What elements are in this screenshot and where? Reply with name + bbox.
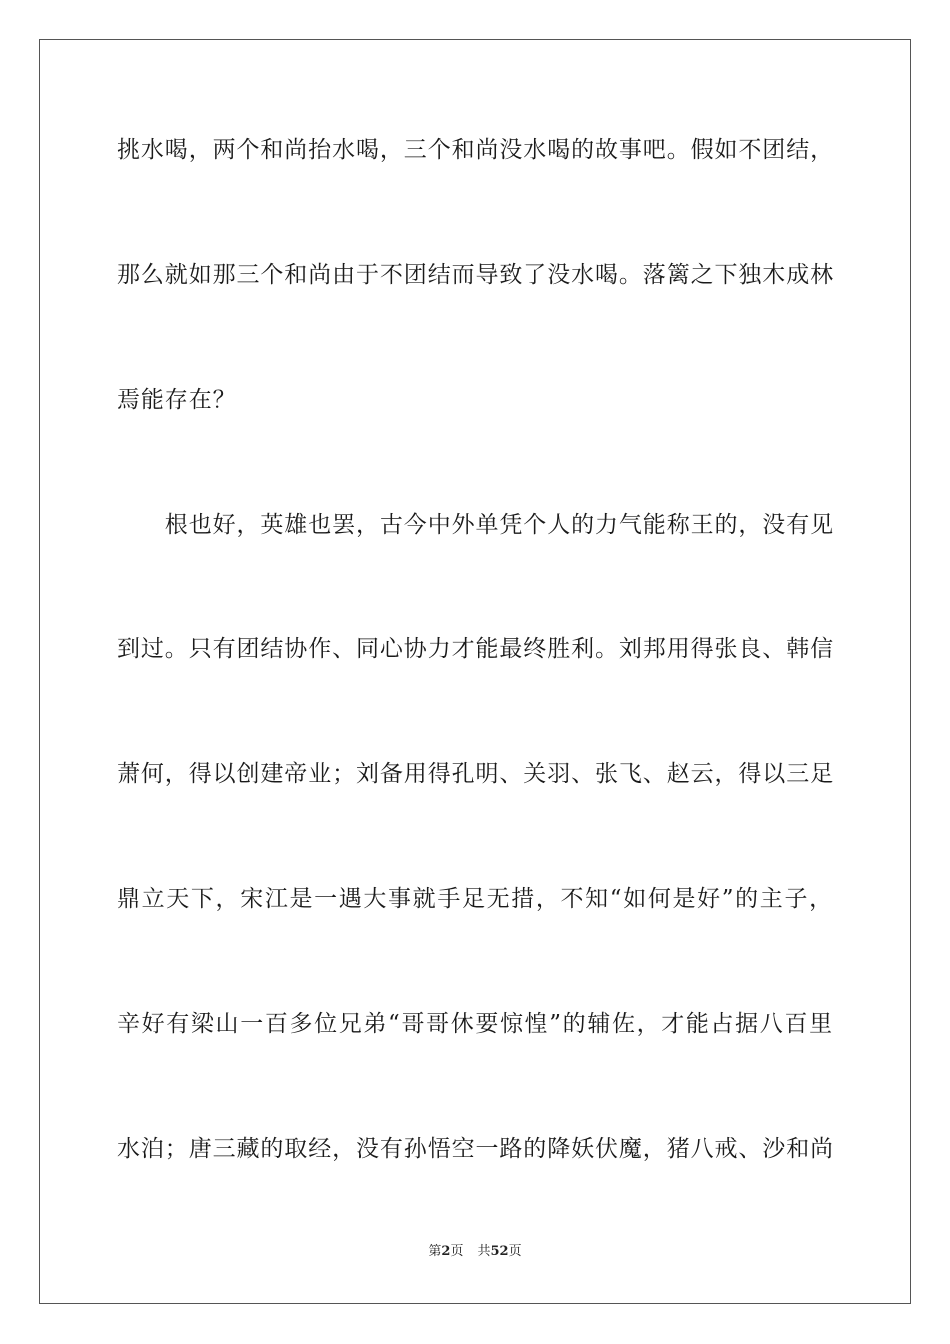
paragraph-line-8: 辛好有梁山一百多位兄弟“哥哥休要惊惶”的辅佐，才能占据八百里 xyxy=(117,1011,833,1037)
paragraph-line-4: 根也好，英雄也罢，古今中外单凭个人的力气能称王的，没有见 xyxy=(117,512,834,538)
total-pages: 52 xyxy=(490,1244,509,1259)
paragraph-line-9: 水泊；唐三藏的取经，没有孙悟空一路的降妖伏魔，猪八戒、沙和尚 xyxy=(117,1136,834,1162)
total-label-suffix: 页 xyxy=(508,1244,522,1259)
paragraph-line-3: 焉能存在？ xyxy=(117,387,237,413)
page-label-suffix: 页 xyxy=(450,1244,464,1259)
paragraph-line-7: 鼎立天下，宋江是一遇大事就手足无措，不知“如何是好”的主子， xyxy=(117,886,833,912)
total-label-prefix: 共 xyxy=(477,1244,491,1259)
page-label-prefix: 第 xyxy=(428,1244,442,1259)
paragraph-line-2: 那么就如那三个和尚由于不团结而导致了没水喝。落篱之下独木成林 xyxy=(117,262,834,288)
page-number: 2 xyxy=(441,1244,451,1259)
paragraph-line-6: 萧何，得以创建帝业；刘备用得孔明、关羽、张飞、赵云，得以三足 xyxy=(117,761,834,787)
page-footer xyxy=(0,1243,950,1261)
paragraph-line-5: 到过。只有团结协作、同心协力才能最终胜利。刘邦用得张良、韩信 xyxy=(117,636,834,662)
page-border xyxy=(39,39,911,1304)
paragraph-line-1: 挑水喝，两个和尚抬水喝，三个和尚没水喝的故事吧。假如不团结， xyxy=(117,137,834,163)
